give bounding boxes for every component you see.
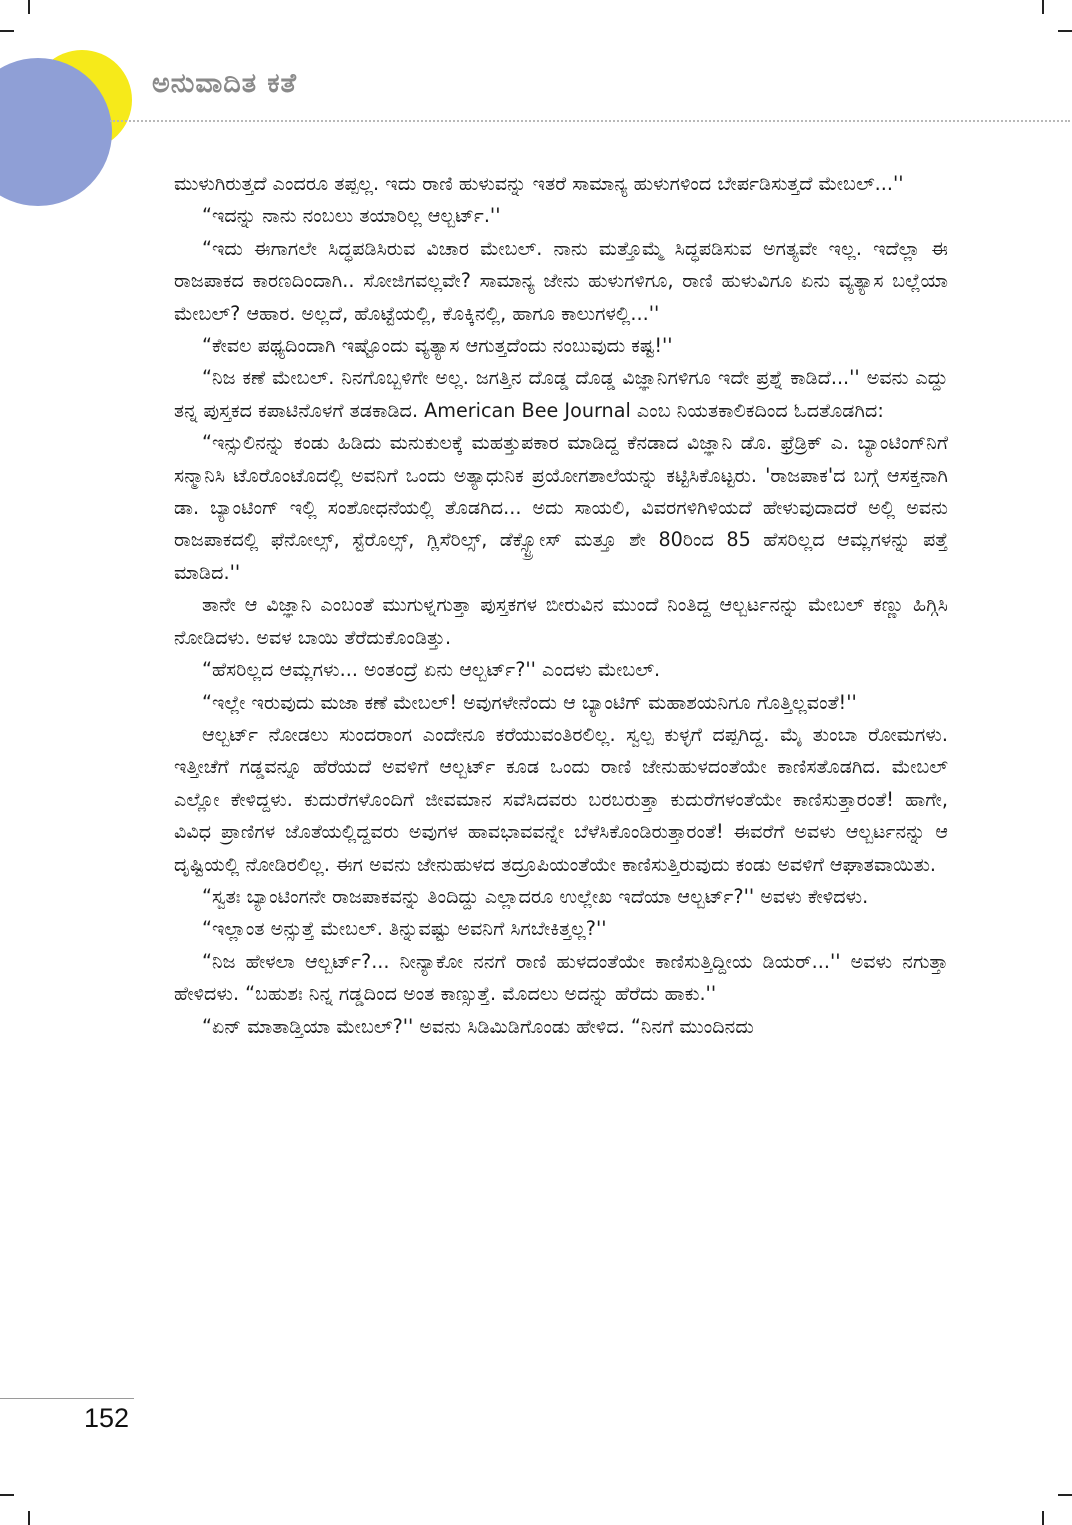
paragraph-14: “ಏನ್ ಮಾತಾಡ್ತಿಯಾ ಮೇಬಲ್?'' ಅವನು ಸಿಡಿಮಿಡಿಗೊಂಡು ಹೇಳಿದ. “ನಿನಗೆ ಮುಂದಿನದು [202,1014,754,1038]
paragraph-10: ಆಲ್ಬರ್ಟ್ ನೋಡಲು ಸುಂದರಾಂಗ ಎಂದೇನೂ ಕರೆಯುವಂತಿರಲಿಲ್ಲ. ಸ್ವಲ್ಪ ಕುಳ್ಳಗೆ ದಪ್ಪಗಿದ್ದ. ಮೈ ತುಂಬಾ ರೋಮಗಳು. ಇತ್ತೀಚೆಗೆ ಗಡ್ಡವನ್ನೂ ಹೆರೆಯದೆ ಅವಳಿಗೆ ಆಲ್ಬರ್ಟ್ ಕೂಡ ಒಂದು ರಾಣಿ ಜೇನುಹುಳದಂತೆಯೇ ಕಾಣಿಸತೊಡಗಿದ. ಮೇಬಲ್ ಎಲ್ಲೋ ಕೇಳಿದ್ದಳು. ಕುದುರೆಗಳೊಂದಿಗೆ ಜೀವಮಾನ ಸವೆಸಿದವರು ಬರಬರುತ್ತಾ ಕುದುರೆಗಳಂತೆಯೇ ಕಾಣಿಸುತ್ತಾರಂತೆ! ಹಾಗೇ, ವಿವಿಧ ಪ್ರಾಣಿಗಳ ಜೊತೆಯಲ್ಲಿದ್ದವರು ಅವುಗಳ ಹಾವಭಾವವನ್ನೇ ಬೆಳೆಸಿಕೊಂಡಿರುತ್ತಾರಂತೆ! ಈವರೆಗೆ ಅವಳು ಆಲ್ಬರ್ಟನನ್ನು ಆ ದೃಷ್ಟಿಯಲ್ಲಿ ನೋಡಿರಲಿಲ್ಲ. ಈಗ ಅವನು ಜೇನುಹುಳದ ತದ್ರೂಪಿಯಂತೆಯೇ ಕಾಣಿಸುತ್ತಿರುವುದು ಕಂಡು ಅವಳಿಗೆ ಆಘಾತವಾಯಿತು. [174,722,948,876]
paragraph-4: “ಕೇವಲ ಪಥ್ಯದಿಂದಾಗಿ ಇಷ್ಟೊಂದು ವ್ಯತ್ಯಾಸ ಆಗುತ್ತದೆಂದು ನಂಬುವುದು ಕಷ್ಟ!'' [202,334,673,358]
paragraph-9: “ಇಲ್ಲೇ ಇರುವುದು ಮಜಾ ಕಣೆ ಮೇಬಲ್! ಅವುಗಳೇನೆಂದು ಆ ಬ್ಯಾಂಟಿಗ್ ಮಹಾಶಯನಿಗೂ ಗೊತ್ತಿಲ್ಲವಂತೆ!'' [202,690,857,714]
header-dotted-rule [110,120,1070,122]
page-number: 152 [84,1403,130,1433]
story-body [174,168,948,1043]
crop-mark-bottom-left [28,1511,30,1525]
paragraph-1: ಮುಳುಗಿರುತ್ತದೆ ಎಂದರೂ ತಪ್ಪಲ್ಲ. ಇದು ರಾಣಿ ಹುಳುವನ್ನು ಇತರೆ ಸಾಮಾನ್ಯ ಹುಳುಗಳಿಂದ ಬೇರ್ಪಡಿಸುತ್ತದೆ ಮೇಬಲ್...'' [174,172,904,195]
paragraph-6: “ಇನ್ಸುಲಿನನ್ನು ಕಂಡು ಹಿಡಿದು ಮನುಕುಲಕ್ಕೆ ಮಹತ್ತುಪಕಾರ ಮಾಡಿದ್ದ ಕೆನಡಾದ ವಿಜ್ಞಾನಿ ಡೊ. ಫ್ರೆಡ್ರಿಕ್ ಎ. ಬ್ಯಾಂಟಿಂಗ್‌ನಿಗೆ ಸನ್ಮಾನಿಸಿ ಟೊರೊಂಟೊದಲ್ಲಿ ಅವನಿಗೆ ಒಂದು ಅತ್ಯಾಧುನಿಕ ಪ್ರಯೋಗಶಾಲೆಯನ್ನು ಕಟ್ಟಿಸಿಕೊಟ್ಟರು. 'ರಾಜಪಾಕ'ದ ಬಗ್ಗೆ ಆಸಕ್ತನಾಗಿ ಡಾ. ಬ್ಯಾಂಟಿಂಗ್ ಇಲ್ಲಿ ಸಂಶೋಧನೆಯಲ್ಲಿ ತೊಡಗಿದ... ಅದು ಸಾಯಲಿ, ವಿವರಗಳಿಗಿಳಿಯದೆ ಹೇಳುವುದಾದರೆ ಅಲ್ಲಿ ಅವನು ರಾಜಪಾಕದಲ್ಲಿ ಫೆನೋಲ್ಸ್, ಸ್ಟೆರೊಲ್ಸ್, ಗ್ಲಿಸೆರಿಲ್ಸ್, ಡೆಕ್ಸ್ಟ್ರೋಸ್ ಮತ್ತೂ ಶೇ 80ರಿಂದ 85 ಹೆಸರಿಲ್ಲದ ಆಮ್ಲಗಳನ್ನು ಪತ್ತೆ ಮಾಡಿದ.'' [174,431,948,584]
paragraph-3: “ಇದು ಈಗಾಗಲೇ ಸಿದ್ಧಪಡಿಸಿರುವ ವಿಚಾರ ಮೇಬಲ್. ನಾನು ಮತ್ತೊಮ್ಮೆ ಸಿದ್ಧಪಡಿಸುವ ಅಗತ್ಯವೇ ಇಲ್ಲ. ಇದೆಲ್ಲಾ ಈ ರಾಜಪಾಕದ ಕಾರಣದಿಂದಾಗಿ.. ಸೋಜಿಗವಲ್ಲವೇ? ಸಾಮಾನ್ಯ ಜೇನು ಹುಳುಗಳಿಗೂ, ರಾಣಿ ಹುಳುವಿಗೂ ಏನು ವ್ಯತ್ಯಾಸ ಬಲ್ಲೆಯಾ ಮೇಬಲ್? ಆಹಾರ. ಅಲ್ಲದೆ, ಹೊಟ್ಟೆಯಲ್ಲಿ, ಕೊಕ್ಕಿನಲ್ಲಿ, ಹಾಗೂ ಕಾಲುಗಳಲ್ಲಿ...'' [174,236,948,325]
crop-mark-bottom-right-h [1058,1494,1072,1496]
paragraph-5: “ನಿಜ ಕಣೆ ಮೇಬಲ್. ನಿನಗೊಬ್ಬಳಿಗೇ ಅಲ್ಲ. ಜಗತ್ತಿನ ದೊಡ್ಡ ದೊಡ್ಡ ವಿಜ್ಞಾನಿಗಳಿಗೂ ಇದೇ ಪ್ರಶ್ನೆ ಕಾಡಿದೆ...'' ಅವನು ಎದ್ದು ತನ್ನ ಪುಸ್ತಕದ ಕಪಾಟಿನೊಳಗೆ ತಡಕಾಡಿದ. American Bee Journal ಎಂಬ ನಿಯತಕಾಲಿಕದಿಂದ ಓದತೊಡಗಿದ: [174,366,948,422]
paragraph-11: “ಸ್ವತಃ ಬ್ಯಾಂಟಿಂಗನೇ ರಾಜಪಾಕವನ್ನು ತಿಂದಿದ್ದು ಎಲ್ಲಾದರೂ ಉಲ್ಲೇಖ ಇದೆಯಾ ಆಲ್ಬರ್ಟ್?'' ಅವಳು ಕೇಳಿದಳು. [202,884,869,908]
paragraph-12: “ಇಲ್ಲಾಂತ ಅನ್ಸುತ್ತೆ ಮೇಬಲ್. ತಿನ್ನುವಷ್ಟು ಅವನಿಗೆ ಸಿಗಬೇಕಿತ್ತಲ್ಲ?'' [202,917,607,941]
section-title: ಅನುವಾದಿತ ಕತೆ [152,68,297,99]
paragraph-7: ತಾನೇ ಆ ವಿಜ್ಞಾನಿ ಎಂಬಂತೆ ಮುಗುಳ್ನಗುತ್ತಾ ಪುಸ್ತಕಗಳ ಬೀರುವಿನ ಮುಂದೆ ನಿಂತಿದ್ದ ಆಲ್ಬರ್ಟನನ್ನು ಮೇಬಲ್ ಕಣ್ಣು ಹಿಗ್ಗಿಸಿ ನೋಡಿದಳು. ಅವಳ ಬಾಯಿ ತೆರೆದುಕೊಂಡಿತ್ತು. [174,593,948,649]
footer-rule [0,1398,134,1399]
crop-mark-top-left-h [0,30,14,32]
crop-mark-top-left [28,0,30,14]
crop-mark-top-right [1042,0,1044,14]
paragraph-13: “ನಿಜ ಹೇಳಲಾ ಆಲ್ಬರ್ಟ್?... ನೀನ್ಯಾಕೋ ನನಗೆ ರಾಣಿ ಹುಳದಂತೆಯೇ ಕಾಣಿಸುತ್ತಿದ್ದೀಯ ಡಿಯರ್...'' ಅವಳು ನಗುತ್ತಾ ಹೇಳಿದಳು. “ಬಹುಶಃ ನಿನ್ನ ಗಡ್ಡದಿಂದ ಅಂತ ಕಾಣ್ಸುತ್ತೆ. ಮೊದಲು ಅದನ್ನು ಹೆರೆದು ಹಾಕು.'' [174,949,948,1006]
crop-mark-bottom-left-h [0,1494,14,1496]
crop-mark-top-right-h [1058,30,1072,32]
paragraph-2: “ಇದನ್ನು ನಾನು ನಂಬಲು ತಯಾರಿಲ್ಲ ಆಲ್ಬರ್ಟ್.'' [202,204,501,228]
crop-mark-bottom-right [1042,1511,1044,1525]
paragraph-8: “ಹೆಸರಿಲ್ಲದ ಆಮ್ಲಗಳು... ಅಂತಂದ್ರೆ ಏನು ಆಲ್ಬರ್ಟ್?'' ಎಂದಳು ಮೇಬಲ್. [202,658,661,682]
